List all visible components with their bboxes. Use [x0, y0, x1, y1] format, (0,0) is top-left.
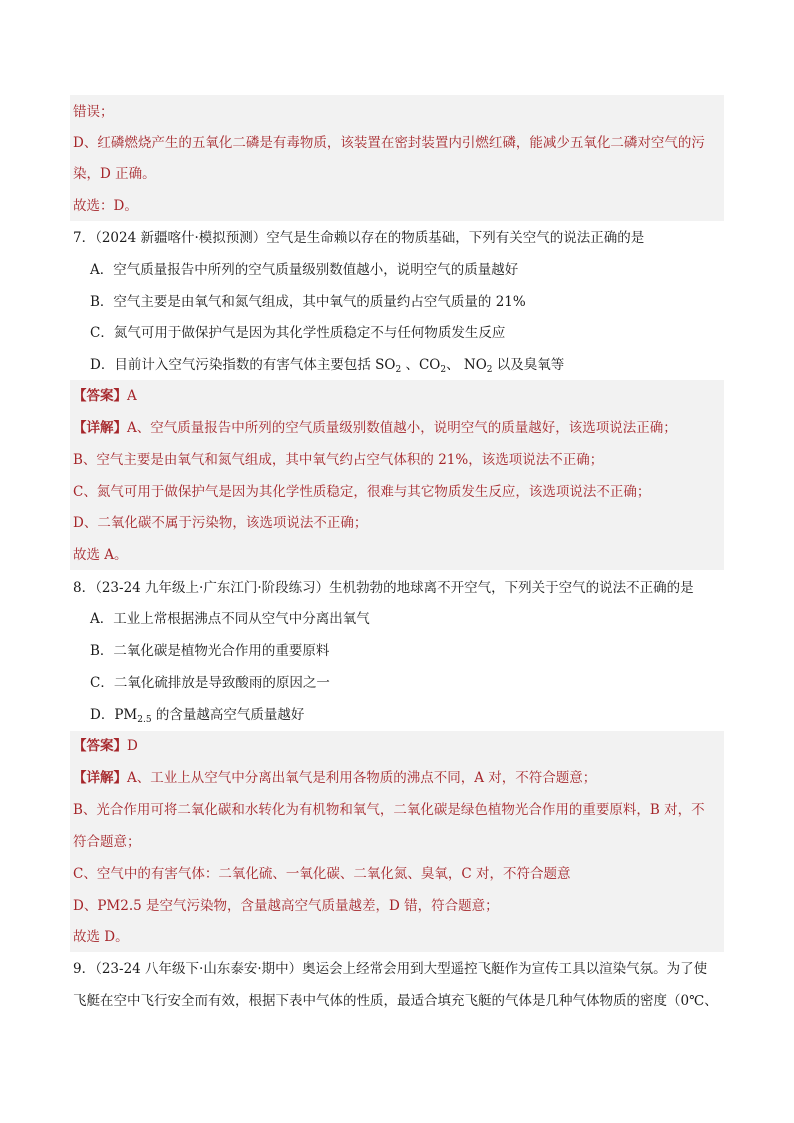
- subscript: 2: [440, 365, 447, 375]
- detail-line: B、光合作用可将二氧化碳和水转化为有机物和氧气，二氧化碳是绿色植物光合作用的重要原料，B 对，不: [73, 802, 705, 818]
- detail-line: B、空气主要是由氧气和氮气组成，其中氧气约占空气体积的 21%，该选项说法不正确；: [73, 452, 604, 468]
- option-text: D．目前计入空气污染指数的有害气体主要包括 SO: [90, 357, 396, 373]
- subscript: 2: [395, 365, 402, 375]
- answer-shade: [70, 731, 724, 952]
- question-7-option-a: A．空气质量报告中所列的空气质量级别数值越小，说明空气的质量越好: [90, 262, 519, 278]
- explanation-line: 故选：D。: [73, 198, 138, 214]
- detail-tag: 【详解】: [73, 420, 127, 436]
- question-8-detail: [73, 768, 596, 788]
- answer-value: D: [127, 738, 138, 754]
- answer-shade: [70, 380, 724, 570]
- question-9-stem: 9．（23-24 八年级下·山东泰安·期中）奥运会上经常会用到大型遥控飞艇作为宣传工具以渲染气氛。为了使: [73, 961, 708, 977]
- question-7-option-c: C．氮气可用于做保护气是因为其化学性质稳定不与任何物质发生反应: [90, 325, 506, 341]
- subscript: 2.5: [137, 715, 152, 725]
- detail-line: D、PM2.5 是空气污染物，含量越高空气质量越差，D 错，符合题意；: [73, 898, 499, 914]
- detail-text: A、工业上从空气中分离出氧气是利用各物质的沸点不同，A 对，不符合题意；: [127, 770, 597, 786]
- question-9-stem: 飞艇在空中飞行安全而有效，根据下表中气体的性质，最适合填充飞艇的气体是几种气体物质的密度（0℃、: [73, 993, 718, 1009]
- detail-line: 故选 A。: [73, 547, 128, 563]
- explanation-line: 染，D 正确。: [73, 166, 156, 182]
- detail-line: C、氮气可用于做保护气是因为其化学性质稳定，很难与其它物质发生反应，该选项说法不正确；: [73, 484, 651, 500]
- option-text: D．PM: [90, 707, 138, 723]
- answer-value: A: [127, 388, 137, 404]
- detail-text: A、空气质量报告中所列的空气质量级别数值越小，说明空气的质量越好，该选项说法正确；: [127, 420, 677, 436]
- question-7-answer: [73, 386, 137, 406]
- option-text: 、CO: [401, 357, 441, 373]
- option-text: 以及臭氧等: [492, 357, 565, 373]
- question-7-stem: 7．（2024 新疆喀什·模拟预测）空气是生命赖以存在的物质基础，下列有关空气的说法正确的是: [73, 230, 645, 246]
- question-7-detail: [73, 418, 677, 438]
- question-8-option-c: C．二氧化硫排放是导致酸雨的原因之一: [90, 675, 330, 691]
- explanation-line: D、红磷燃烧产生的五氧化二磷是有毒物质，该装置在密封装置内引燃红磷，能减少五氧化二磷对空气的污: [73, 135, 705, 151]
- detail-line: 符合题意；: [73, 834, 141, 850]
- explanation-line: 错误；: [73, 104, 114, 120]
- detail-tag: 【详解】: [73, 770, 127, 786]
- question-7-option-d: [90, 355, 564, 375]
- question-8-option-d: [90, 705, 304, 725]
- option-text: 、 NO: [446, 357, 487, 373]
- answer-tag: 【答案】: [73, 738, 127, 754]
- subscript: 2: [486, 365, 493, 375]
- detail-line: C、空气中的有害气体：二氧化硫、一氧化碳、二氧化氮、臭氧，C 对，不符合题意: [73, 866, 571, 882]
- detail-line: D、二氧化碳不属于污染物，该选项说法不正确；: [73, 515, 368, 531]
- detail-line: 故选 D。: [73, 929, 129, 945]
- question-8-stem: 8．（23-24 九年级上·广东江门·阶段练习）生机勃勃的地球离不开空气，下列关于空气的说法不正确的是: [73, 580, 694, 596]
- answer-tag: 【答案】: [73, 388, 127, 404]
- question-8-option-a: A．工业上常根据沸点不同从空气中分离出氧气: [90, 611, 370, 627]
- option-text: 的含量越高空气质量越好: [151, 707, 305, 723]
- question-8-option-b: B．二氧化碳是植物光合作用的重要原料: [90, 643, 330, 659]
- explanation-shade: [70, 95, 724, 221]
- question-8-answer: [73, 736, 138, 756]
- question-7-option-b: B．空气主要是由氧气和氮气组成，其中氧气的质量约占空气质量的 21%: [90, 294, 526, 310]
